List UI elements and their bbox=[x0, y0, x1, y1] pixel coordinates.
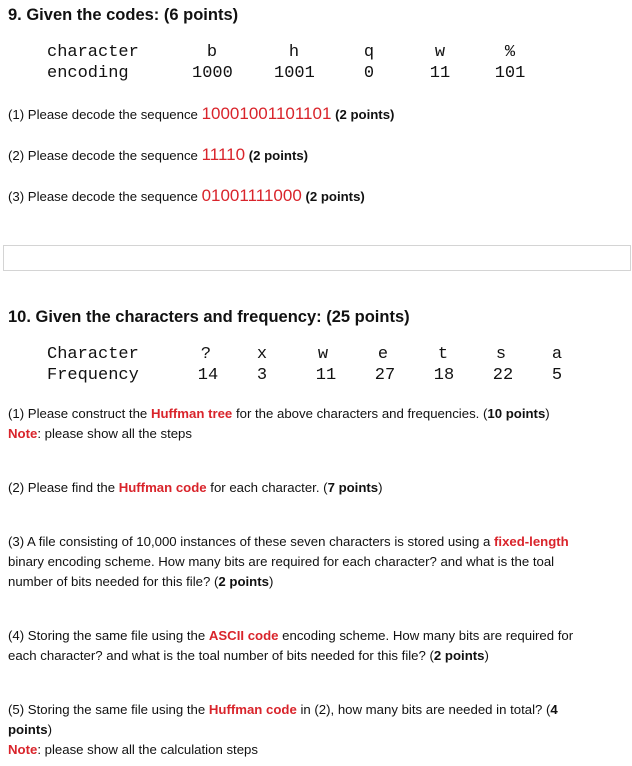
q9-part-3 bbox=[8, 186, 365, 207]
q10-part-5-highlight: Huffman code bbox=[208, 702, 297, 717]
q10-part-1-text: ) bbox=[545, 406, 550, 421]
q10-freq-cell: 3 bbox=[256, 366, 268, 385]
q10-part-3-text: number of bits needed for this file? ( bbox=[8, 574, 219, 589]
q10-part-5-line-2 bbox=[8, 720, 52, 740]
q10-part-2-text: ) bbox=[378, 480, 383, 495]
q9-encoding-label: encoding bbox=[47, 64, 129, 83]
q10-part-5-text: ) bbox=[47, 722, 52, 737]
q10-part-4-text: each character? and what is the toal number of bits needed for this file? ( bbox=[8, 648, 434, 663]
q10-char-cell: a bbox=[551, 345, 563, 364]
q10-part-3-text: (3) A file consisting of 10,000 instances of these seven characters is stored using a bbox=[8, 534, 495, 549]
q10-part-1-points: 10 points bbox=[487, 406, 546, 421]
q10-freq-cell: 11 bbox=[315, 366, 337, 385]
q9-part-2-prefix: (2) Please decode the sequence bbox=[8, 148, 202, 163]
q10-part-5-points: 4 bbox=[550, 702, 558, 717]
q10-char-cell: s bbox=[495, 345, 507, 364]
q10-freq-cell: 27 bbox=[374, 366, 396, 385]
q9-code-cell: 101 bbox=[494, 64, 526, 83]
q10-freq-cell: 5 bbox=[551, 366, 563, 385]
q10-part-2-text: for each character. ( bbox=[206, 480, 328, 495]
q10-freq-cell: 14 bbox=[197, 366, 219, 385]
q10-freq-cell: 22 bbox=[492, 366, 514, 385]
q9-title: 9. Given the codes: (6 points) bbox=[8, 6, 239, 24]
q10-part-2 bbox=[8, 478, 383, 498]
q9-part-2 bbox=[8, 145, 308, 166]
q9-char-cell: h bbox=[288, 43, 300, 62]
q9-code-cell: 1000 bbox=[192, 64, 233, 83]
note-text: : please show all the calculation steps bbox=[37, 742, 258, 757]
q9-char-cell: w bbox=[434, 43, 446, 62]
q10-part-4-text: (4) Storing the same file using the bbox=[8, 628, 209, 643]
q10-character-label: Character bbox=[47, 345, 139, 364]
q10-part-4-text: encoding scheme. How many bits are required for bbox=[278, 628, 574, 643]
q9-part-1-points: (2 points) bbox=[335, 107, 395, 122]
q9-code-cell: 0 bbox=[363, 64, 375, 83]
q9-part-3-points: (2 points) bbox=[305, 189, 365, 204]
q9-char-cell: % bbox=[504, 43, 516, 62]
q10-part-1-text: for the above characters and frequencies. ( bbox=[232, 406, 488, 421]
q9-part-1-prefix: (1) Please decode the sequence bbox=[8, 107, 202, 122]
q10-part-5-points: points bbox=[8, 722, 48, 737]
q10-part-2-text: (2) Please find the bbox=[8, 480, 119, 495]
answer-box[interactable] bbox=[3, 245, 631, 271]
q10-char-cell: x bbox=[256, 345, 268, 364]
q9-char-cell: b bbox=[206, 43, 218, 62]
q10-part-4-text: ) bbox=[484, 648, 489, 663]
q10-char-cell: t bbox=[437, 345, 449, 364]
q10-part-1-text: (1) Please construct the bbox=[8, 406, 151, 421]
q10-part-5-text: (5) Storing the same file using the bbox=[8, 702, 209, 717]
q9-code-cell: 1001 bbox=[274, 64, 315, 83]
q10-part-4-line-1 bbox=[8, 626, 573, 646]
q10-char-cell: ? bbox=[200, 345, 212, 364]
q9-character-label: character bbox=[47, 43, 139, 62]
q9-part-2-points: (2 points) bbox=[248, 148, 309, 163]
q10-part-3-text: ) bbox=[268, 574, 274, 589]
q10-part-3-line-1 bbox=[8, 532, 569, 552]
q9-part-1-sequence: 10001001101101 bbox=[201, 104, 332, 123]
q9-part-3-prefix: (3) Please decode the sequence bbox=[8, 189, 202, 204]
q9-part-2-sequence: 11110 bbox=[201, 145, 246, 164]
q10-part-3-line-2: binary encoding scheme. How many bits are required for each character? and what is the toal bbox=[8, 554, 555, 569]
q10-part-3-highlight: fixed-length bbox=[494, 534, 569, 549]
q10-note-2 bbox=[8, 740, 258, 760]
q9-char-cell: q bbox=[363, 43, 375, 62]
q10-part-2-highlight: Huffman code bbox=[118, 480, 207, 495]
q10-part-4-points: 2 points bbox=[433, 648, 485, 663]
q10-part-1 bbox=[8, 404, 550, 424]
q10-part-1-highlight: Huffman tree bbox=[150, 406, 233, 421]
q10-part-2-points: 7 points bbox=[327, 480, 379, 495]
note-label: Note bbox=[8, 426, 38, 441]
note-text: : please show all the steps bbox=[37, 426, 192, 441]
q10-char-cell: w bbox=[317, 345, 329, 364]
q10-part-3-points: 2 points bbox=[218, 574, 269, 589]
q10-frequency-label: Frequency bbox=[47, 366, 139, 385]
q9-code-cell: 11 bbox=[429, 64, 451, 83]
note-label: Note bbox=[8, 742, 38, 757]
q10-part-3-line-3 bbox=[8, 572, 273, 592]
q9-part-3-sequence: 01001111000 bbox=[201, 186, 302, 205]
q10-note-1 bbox=[8, 424, 192, 444]
q10-char-cell: e bbox=[377, 345, 389, 364]
q10-part-5-text: in (2), how many bits are needed in total? ( bbox=[296, 702, 551, 717]
q9-part-1 bbox=[8, 104, 394, 125]
q10-title: 10. Given the characters and frequency: (25 points) bbox=[8, 308, 410, 326]
q10-part-4-highlight: ASCII code bbox=[208, 628, 279, 643]
q10-part-4-line-2 bbox=[8, 646, 489, 666]
q10-freq-cell: 18 bbox=[433, 366, 455, 385]
q10-part-5-line-1 bbox=[8, 700, 558, 720]
